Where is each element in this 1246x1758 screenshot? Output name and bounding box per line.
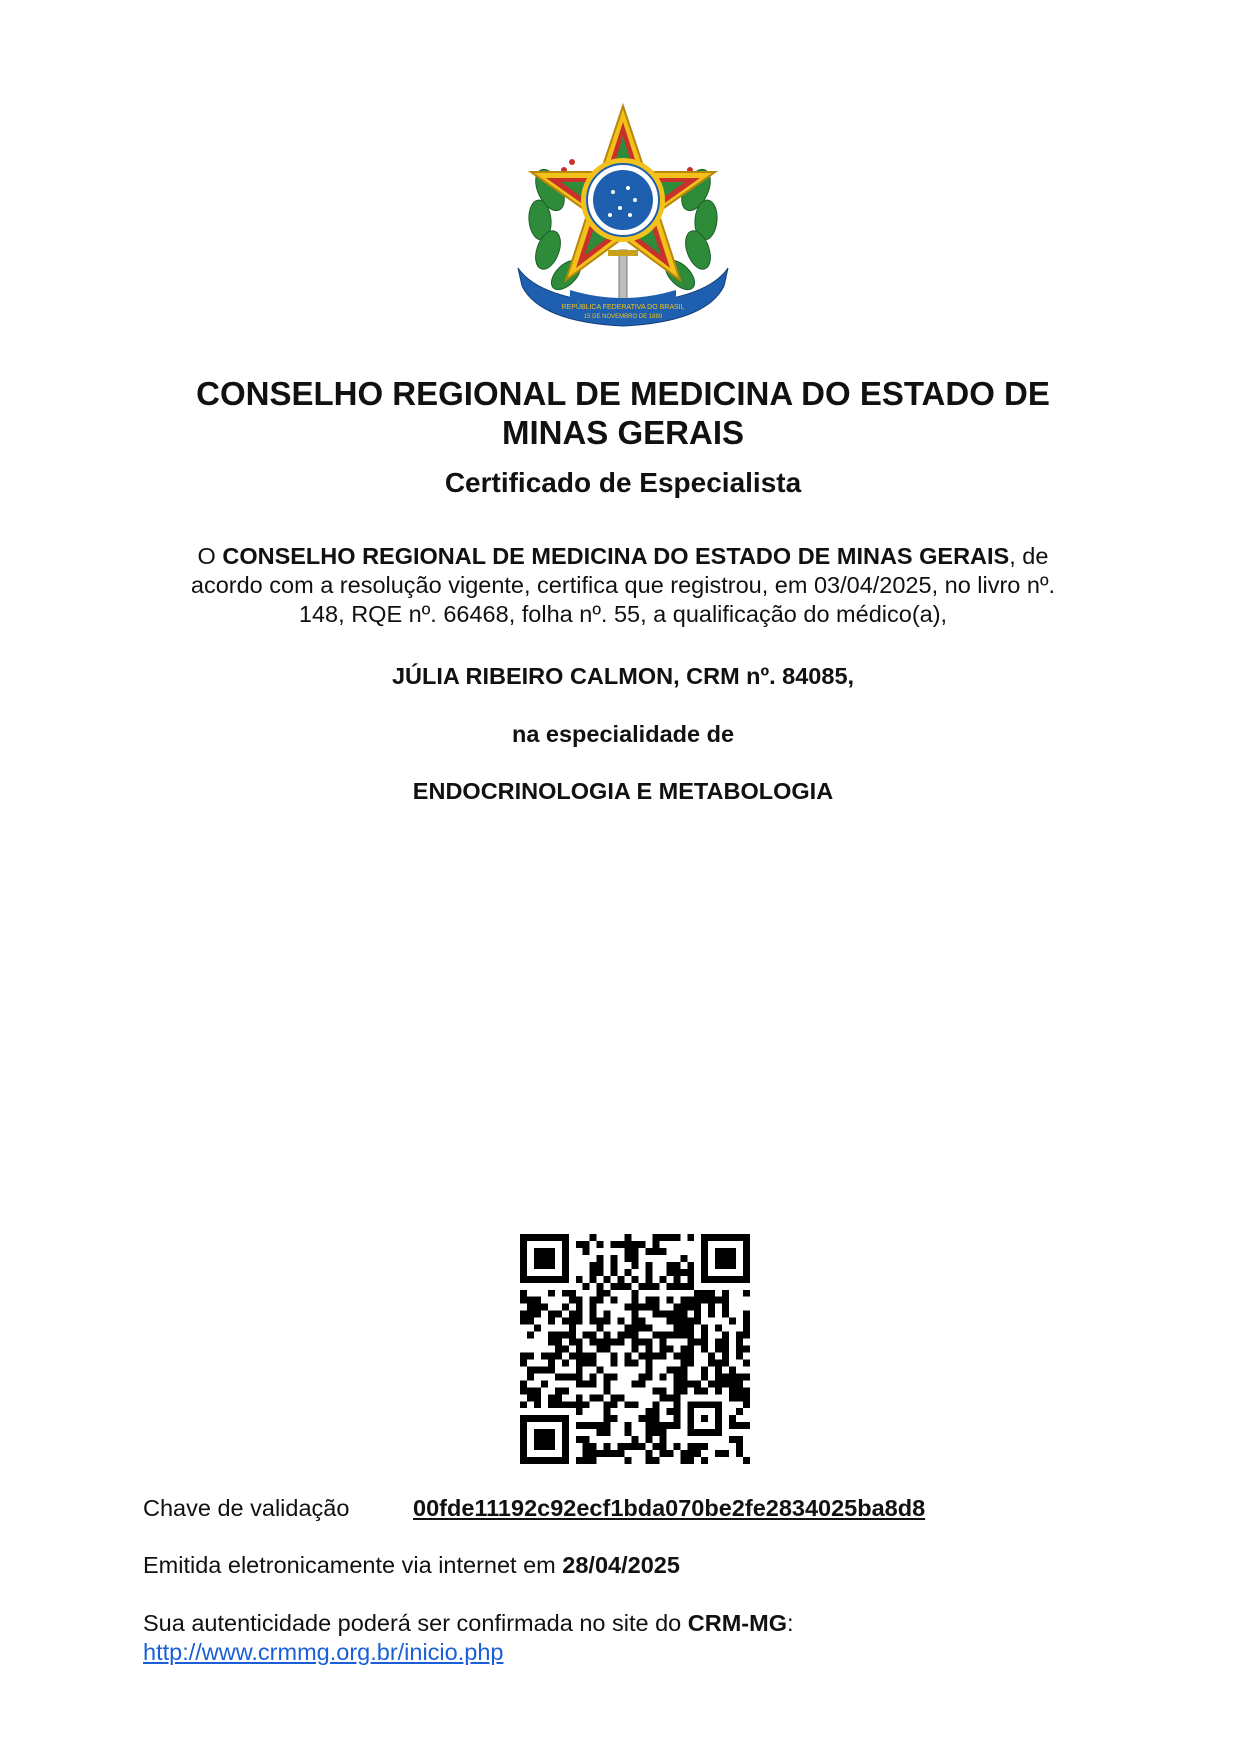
issued-row: [143, 1551, 680, 1580]
validation-label: Chave de validação: [143, 1495, 350, 1521]
specialty-name: ENDOCRINOLOGIA E METABOLOGIA: [412, 778, 834, 804]
auth-prefix: Sua autenticidade poderá ser confirmada no site do: [143, 1610, 682, 1636]
authenticity-row: [143, 1609, 794, 1667]
doctor-name: JÚLIA RIBEIRO CALMON, CRM nº. 84085,: [391, 663, 855, 689]
specialty-intro: na especialidade de: [511, 721, 735, 747]
body-line3: 148, RQE nº. 66468, folha nº. 55, a qualificação do médico(a),: [298, 601, 948, 627]
intro-suffix: , de: [1009, 543, 1049, 569]
auth-org: CRM-MG: [687, 1610, 787, 1636]
qr-code-icon: [520, 1234, 750, 1464]
body-line1: [140, 542, 1106, 571]
intro-prefix: O: [197, 543, 216, 569]
organization-title-line2: MINAS GERAIS: [501, 414, 745, 451]
body-org-name: CONSELHO REGIONAL DE MEDICINA DO ESTADO DE MINAS GERAIS: [222, 543, 1010, 569]
emblem-motto: REPÚBLICA FEDERATIVA DO BRASIL: [561, 304, 685, 311]
authenticity-text: [143, 1609, 794, 1638]
emblem-date: 15 DE NOVEMBRO DE 1889: [583, 314, 663, 320]
organization-title: [140, 374, 1106, 452]
organization-title-line1: CONSELHO REGIONAL DE MEDICINA DO ESTADO DE: [196, 375, 1050, 412]
certificate-body: [140, 542, 1106, 629]
certificate-title: Certificado de Especialista: [444, 467, 802, 498]
issued-date: 28/04/2025: [562, 1552, 680, 1578]
authenticity-link[interactable]: http://www.crmmg.org.br/inicio.php: [143, 1639, 504, 1665]
issued-prefix: Emitida eletronicamente via internet em: [143, 1552, 556, 1578]
validation-key[interactable]: 00fde11192c92ecf1bda070be2fe2834025ba8d8: [413, 1495, 926, 1521]
auth-colon: :: [786, 1610, 794, 1636]
brazil-coat-of-arms-icon: [510, 100, 736, 332]
validation-row: [143, 1494, 926, 1523]
body-line2: acordo com a resolução vigente, certifica que registrou, em 03/04/2025, no livro nº.: [190, 572, 1056, 598]
